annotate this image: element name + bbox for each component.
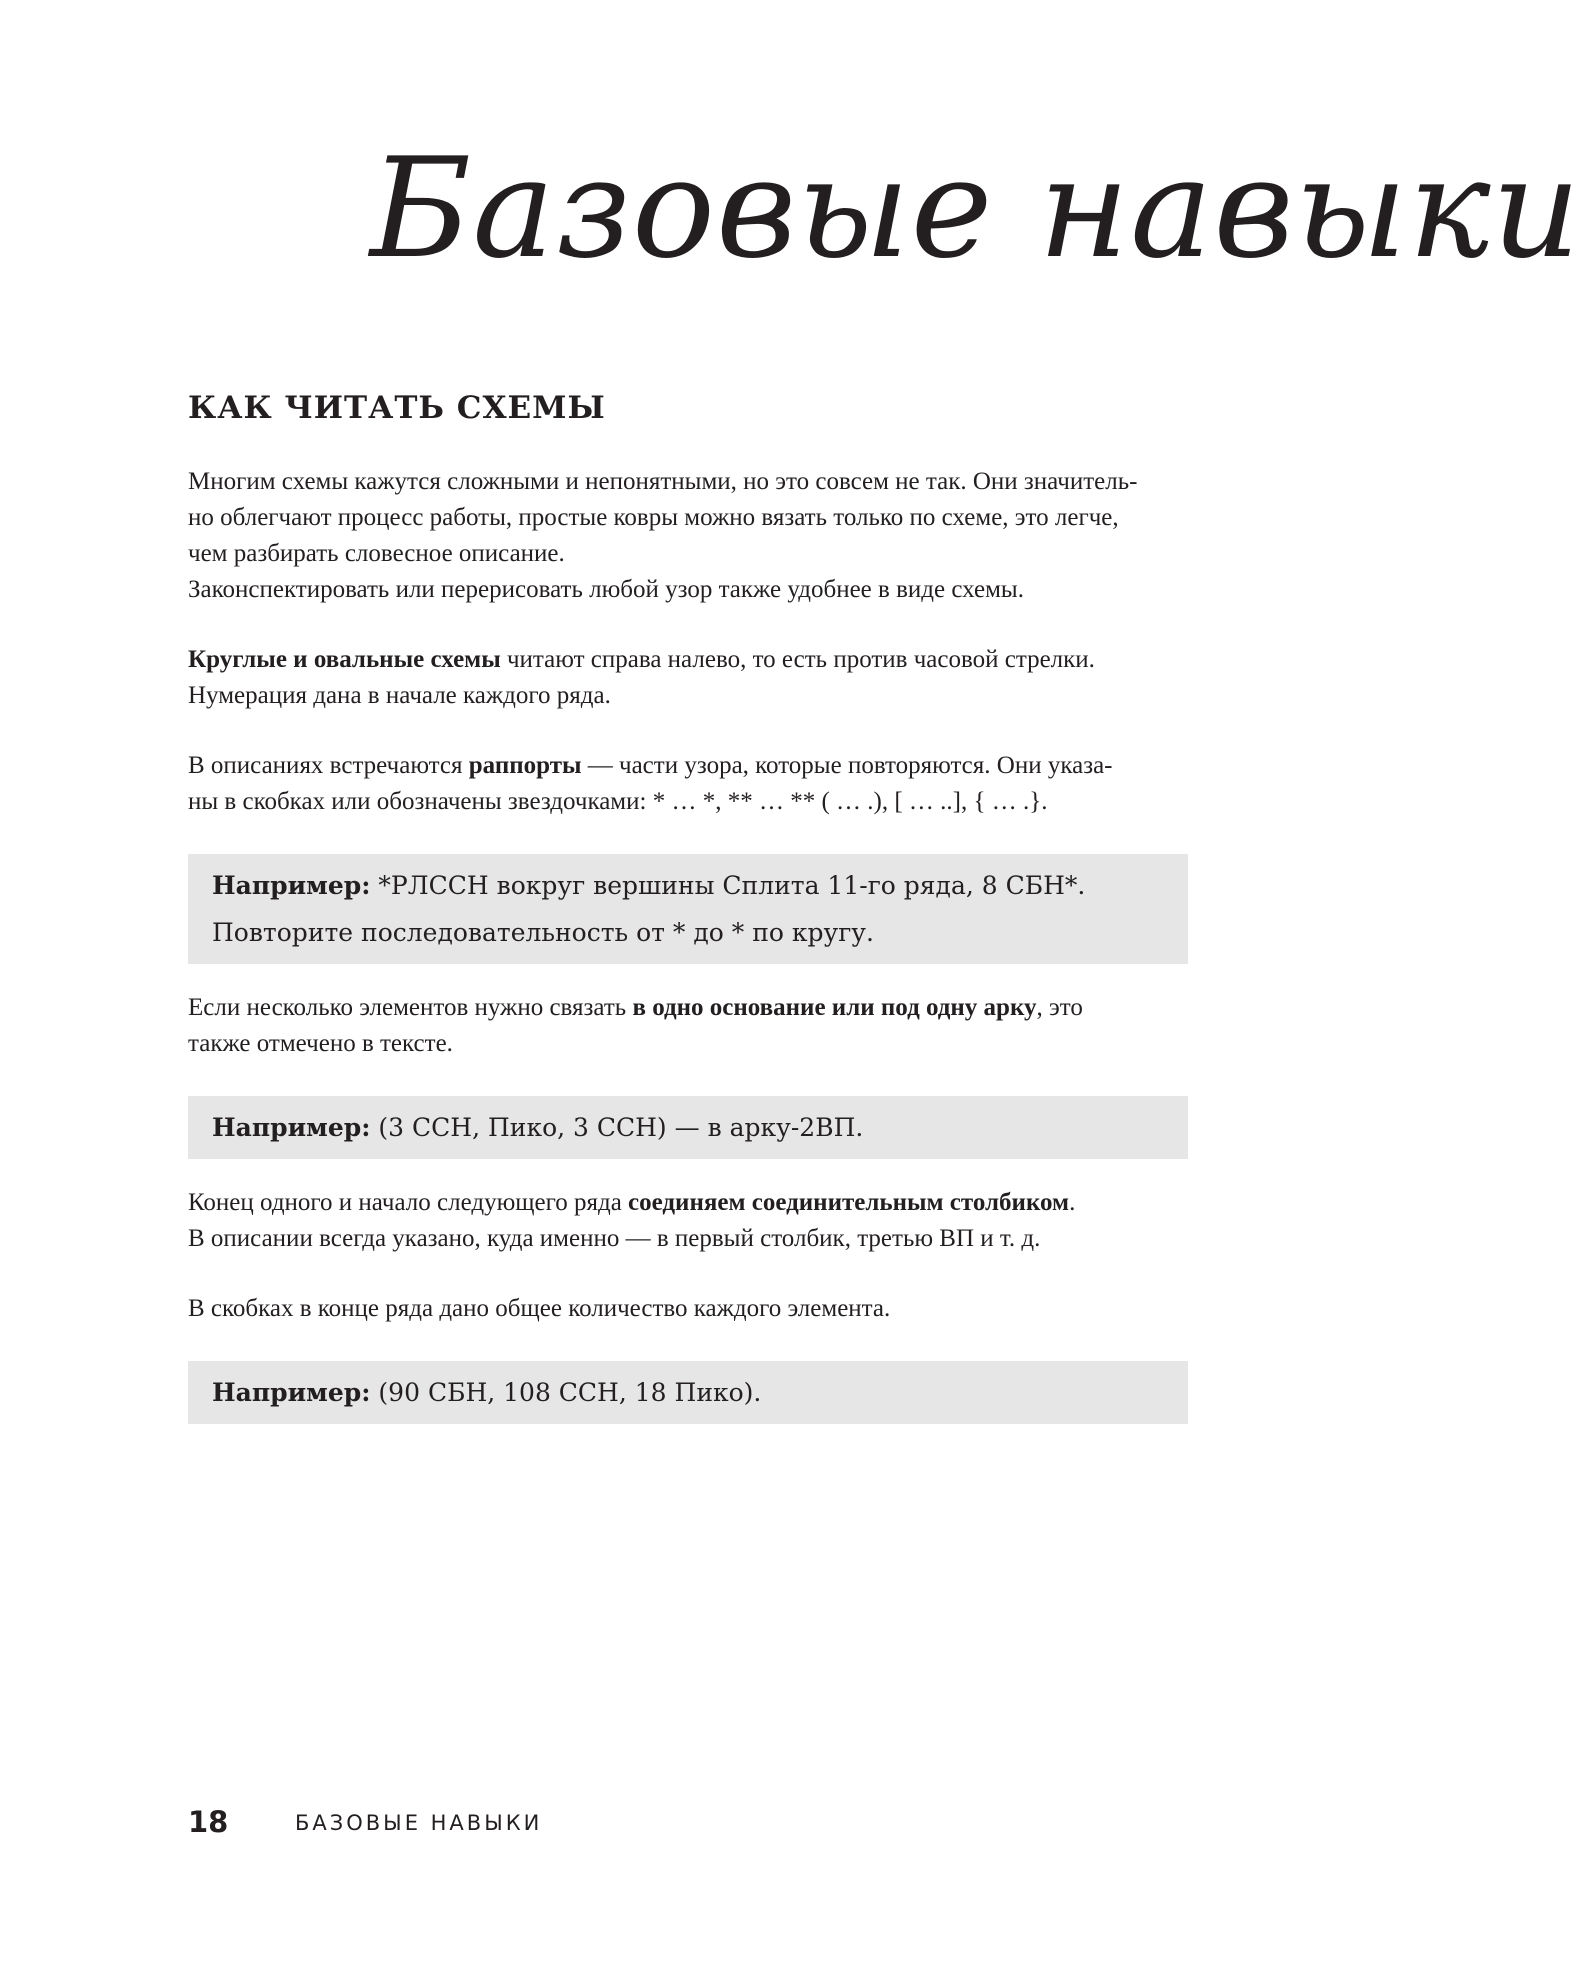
main-content — [188, 388, 1188, 1450]
text-line: В описании всегда указано, куда именно — в первый столбик, третью ВП и т. д. — [188, 1225, 1041, 1253]
page-number: 18 — [188, 1805, 229, 1839]
paragraph-totals — [188, 1291, 1188, 1327]
example-box — [188, 1096, 1188, 1159]
text-line — [188, 1185, 1188, 1221]
paragraph-one-base — [188, 990, 1188, 1062]
paragraph-intro — [188, 464, 1188, 608]
chapter-title: Базовые навыки — [370, 128, 1582, 289]
example-box — [188, 1361, 1188, 1424]
example-label: Например: — [212, 1378, 371, 1408]
text-line: Многим схемы кажутся сложными и непонятными, но это совсем не так. Они значитель- — [188, 468, 1138, 496]
text-fragment: читают справа налево, то есть против часовой стрелки. — [500, 646, 1095, 674]
running-title: БАЗОВЫЕ НАВЫКИ — [295, 1811, 543, 1835]
text-fragment: — части узора, которые повторяются. Они указа- — [581, 752, 1113, 780]
text-line: чем разбирать словесное описание. — [188, 540, 565, 568]
example-label: Например: — [212, 1113, 371, 1143]
text-line — [188, 748, 1188, 784]
example-text: *РЛССН вокруг вершины Сплита 11-го ряда, 8 СБН*. — [370, 871, 1086, 901]
text-line — [188, 990, 1188, 1026]
bold-term: соединяем соединительным столбиком — [628, 1189, 1070, 1217]
text-line — [188, 642, 1188, 678]
bold-term: в одно основание или под одну арку — [632, 994, 1037, 1022]
text-fragment: Если несколько элементов нужно связать — [188, 994, 633, 1022]
example-line — [212, 1369, 1164, 1416]
text-line: но облегчают процесс работы, простые ковры можно вязать только по схеме, это легче, — [188, 504, 1119, 532]
text-fragment: . — [1069, 1189, 1076, 1217]
text-fragment: , это — [1036, 994, 1083, 1022]
bold-term: раппорты — [468, 752, 582, 780]
text-line: Законспектировать или перерисовать любой узор также удобнее в виде схемы. — [188, 576, 1024, 604]
text-line: также отмечено в тексте. — [188, 1030, 453, 1058]
example-box — [188, 854, 1188, 964]
example-label: Например: — [212, 871, 371, 901]
section-heading: КАК ЧИТАТЬ СХЕМЫ — [188, 390, 606, 426]
text-fragment: В описаниях встречаются — [188, 752, 469, 780]
text-line: Нумерация дана в начале каждого ряда. — [188, 682, 611, 710]
example-line: Повторите последовательность от * до * по кругу. — [212, 918, 874, 948]
paragraph-rapports — [188, 748, 1188, 820]
text-line: ны в скобках или обозначены звездочками: * … *, ** … ** ( … .), [ … ..], { … .}. — [188, 788, 1048, 816]
bold-term: Круглые и овальные схемы — [188, 646, 501, 674]
example-text: (3 ССН, Пико, 3 ССН) — в арку-2ВП. — [370, 1113, 864, 1143]
example-text: (90 СБН, 108 ССН, 18 Пико). — [370, 1378, 762, 1408]
example-line — [212, 862, 1164, 909]
paragraph-row-join — [188, 1185, 1188, 1257]
text-line: В скобках в конце ряда дано общее количество каждого элемента. — [188, 1295, 891, 1323]
paragraph-round-schemes — [188, 642, 1188, 714]
example-line — [212, 1104, 1164, 1151]
text-fragment: Конец одного и начало следующего ряда — [188, 1189, 629, 1217]
